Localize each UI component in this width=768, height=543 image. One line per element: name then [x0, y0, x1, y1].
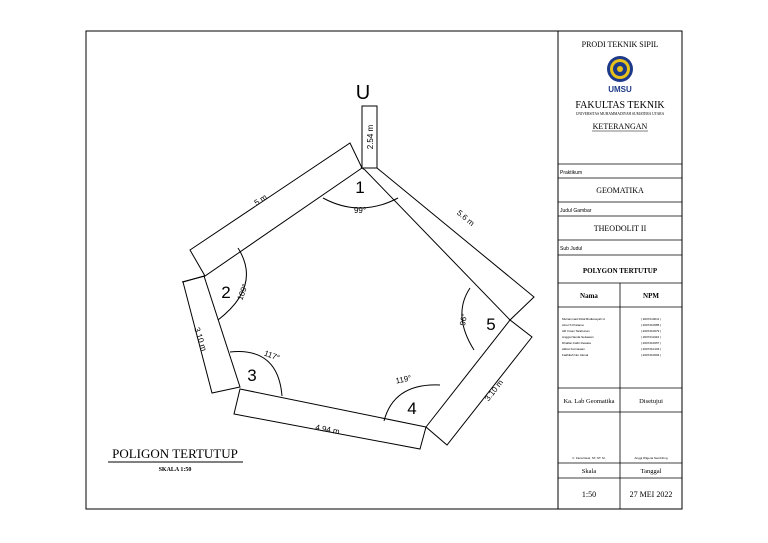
side-4-5 — [426, 320, 532, 445]
praktikum-value: GEOMATIKA — [596, 186, 644, 195]
angle-value-4: 119° — [394, 373, 413, 386]
disetujui-name: Anggi Wigena Sembiring — [634, 456, 668, 460]
member-name: Fadhilah Nur Akmal — [562, 353, 589, 357]
side-1-2 — [190, 143, 365, 276]
faculty-name: FAKULTAS TEKNIK — [575, 100, 665, 111]
skala-label: Skala — [581, 468, 597, 475]
point-label-5: 5 — [486, 315, 496, 334]
member-name: Dhafian Fathi Dewata — [562, 341, 591, 345]
point-label-2: 2 — [221, 283, 231, 302]
subjudul-label: Sub Judul — [560, 246, 583, 252]
member-list — [562, 317, 661, 357]
member-name: Muhammad Rizal Budiansyah H — [562, 317, 605, 321]
keterangan-heading: KETERANGAN — [592, 122, 648, 131]
polygon-drawing — [182, 106, 534, 449]
judul-label: Judul Gambar — [560, 208, 592, 214]
member-npm: ( 2007210085 ) — [640, 323, 662, 327]
side-length-4-5: 3.10 m — [482, 378, 506, 403]
side-length-1-5: 5.6 m — [455, 208, 477, 228]
side-length-3-4: 4.94 m — [314, 422, 341, 437]
point-label-3: 3 — [247, 366, 257, 385]
praktikum-label: Praktikum — [560, 170, 583, 176]
subjudul-value: POLYGON TERTUTUP — [582, 267, 658, 275]
side-1-5 — [362, 168, 534, 320]
nama-header: Nama — [580, 292, 598, 300]
member-npm: ( 2007210116 ) — [640, 335, 662, 339]
judul-value: THEODOLIT II — [593, 224, 647, 233]
north-label: U — [355, 82, 371, 104]
side-2-3 — [183, 276, 240, 393]
point-label-1: 1 — [355, 178, 365, 197]
tanggal-label: Tanggal — [640, 468, 662, 475]
side-length-2-3: 3.10 m — [192, 326, 209, 353]
skala-value: 1:50 — [581, 490, 597, 499]
kalab-label: Ka. Lab Geomatika — [563, 398, 615, 405]
angle-value-5: 96° — [458, 312, 470, 327]
kalab-name: Ir. Irana Dewi, ST.,ST. M. — [572, 456, 606, 460]
member-name: Alif Irman Tarahunan — [562, 329, 590, 333]
drawing-scale: SKALA 1:50 — [158, 467, 192, 473]
member-name: Ainul S Pratama — [562, 323, 584, 327]
member-npm: ( 2007210011 ) — [640, 317, 662, 321]
north-dimension: 2.54 m — [366, 124, 375, 150]
point-label-4: 4 — [407, 399, 417, 418]
drawing-title: POLIGON TERTUTUP — [112, 446, 238, 461]
member-npm: ( 2007210103 ) — [640, 347, 662, 351]
member-name: Akbar Kurniawan — [562, 347, 585, 351]
angle-value-3: 117° — [262, 348, 281, 363]
angle-value-2: 109° — [235, 282, 250, 302]
angle-value-1: 99° — [353, 206, 367, 215]
disetujui-label: Disetujui — [639, 398, 663, 405]
university-name: UNIVERSITAS MUHAMMADIYAH SUMATERA UTARA — [575, 112, 665, 116]
dept-name: PRODI TEKNIK SIPIL — [581, 40, 659, 49]
logo-text: UMSU — [608, 85, 632, 94]
member-npm: ( 2007210057 ) — [640, 341, 662, 345]
side-length-1-2: 5 m — [252, 192, 269, 208]
tanggal-value: 27 MEI 2022 — [629, 490, 673, 499]
umsu-logo — [607, 56, 633, 82]
member-npm: ( 2007210079 ) — [640, 329, 662, 333]
member-name: Angga Nanda Setiawan — [562, 335, 594, 339]
member-npm: ( 2007210094 ) — [640, 353, 662, 357]
npm-header: NPM — [643, 292, 659, 300]
